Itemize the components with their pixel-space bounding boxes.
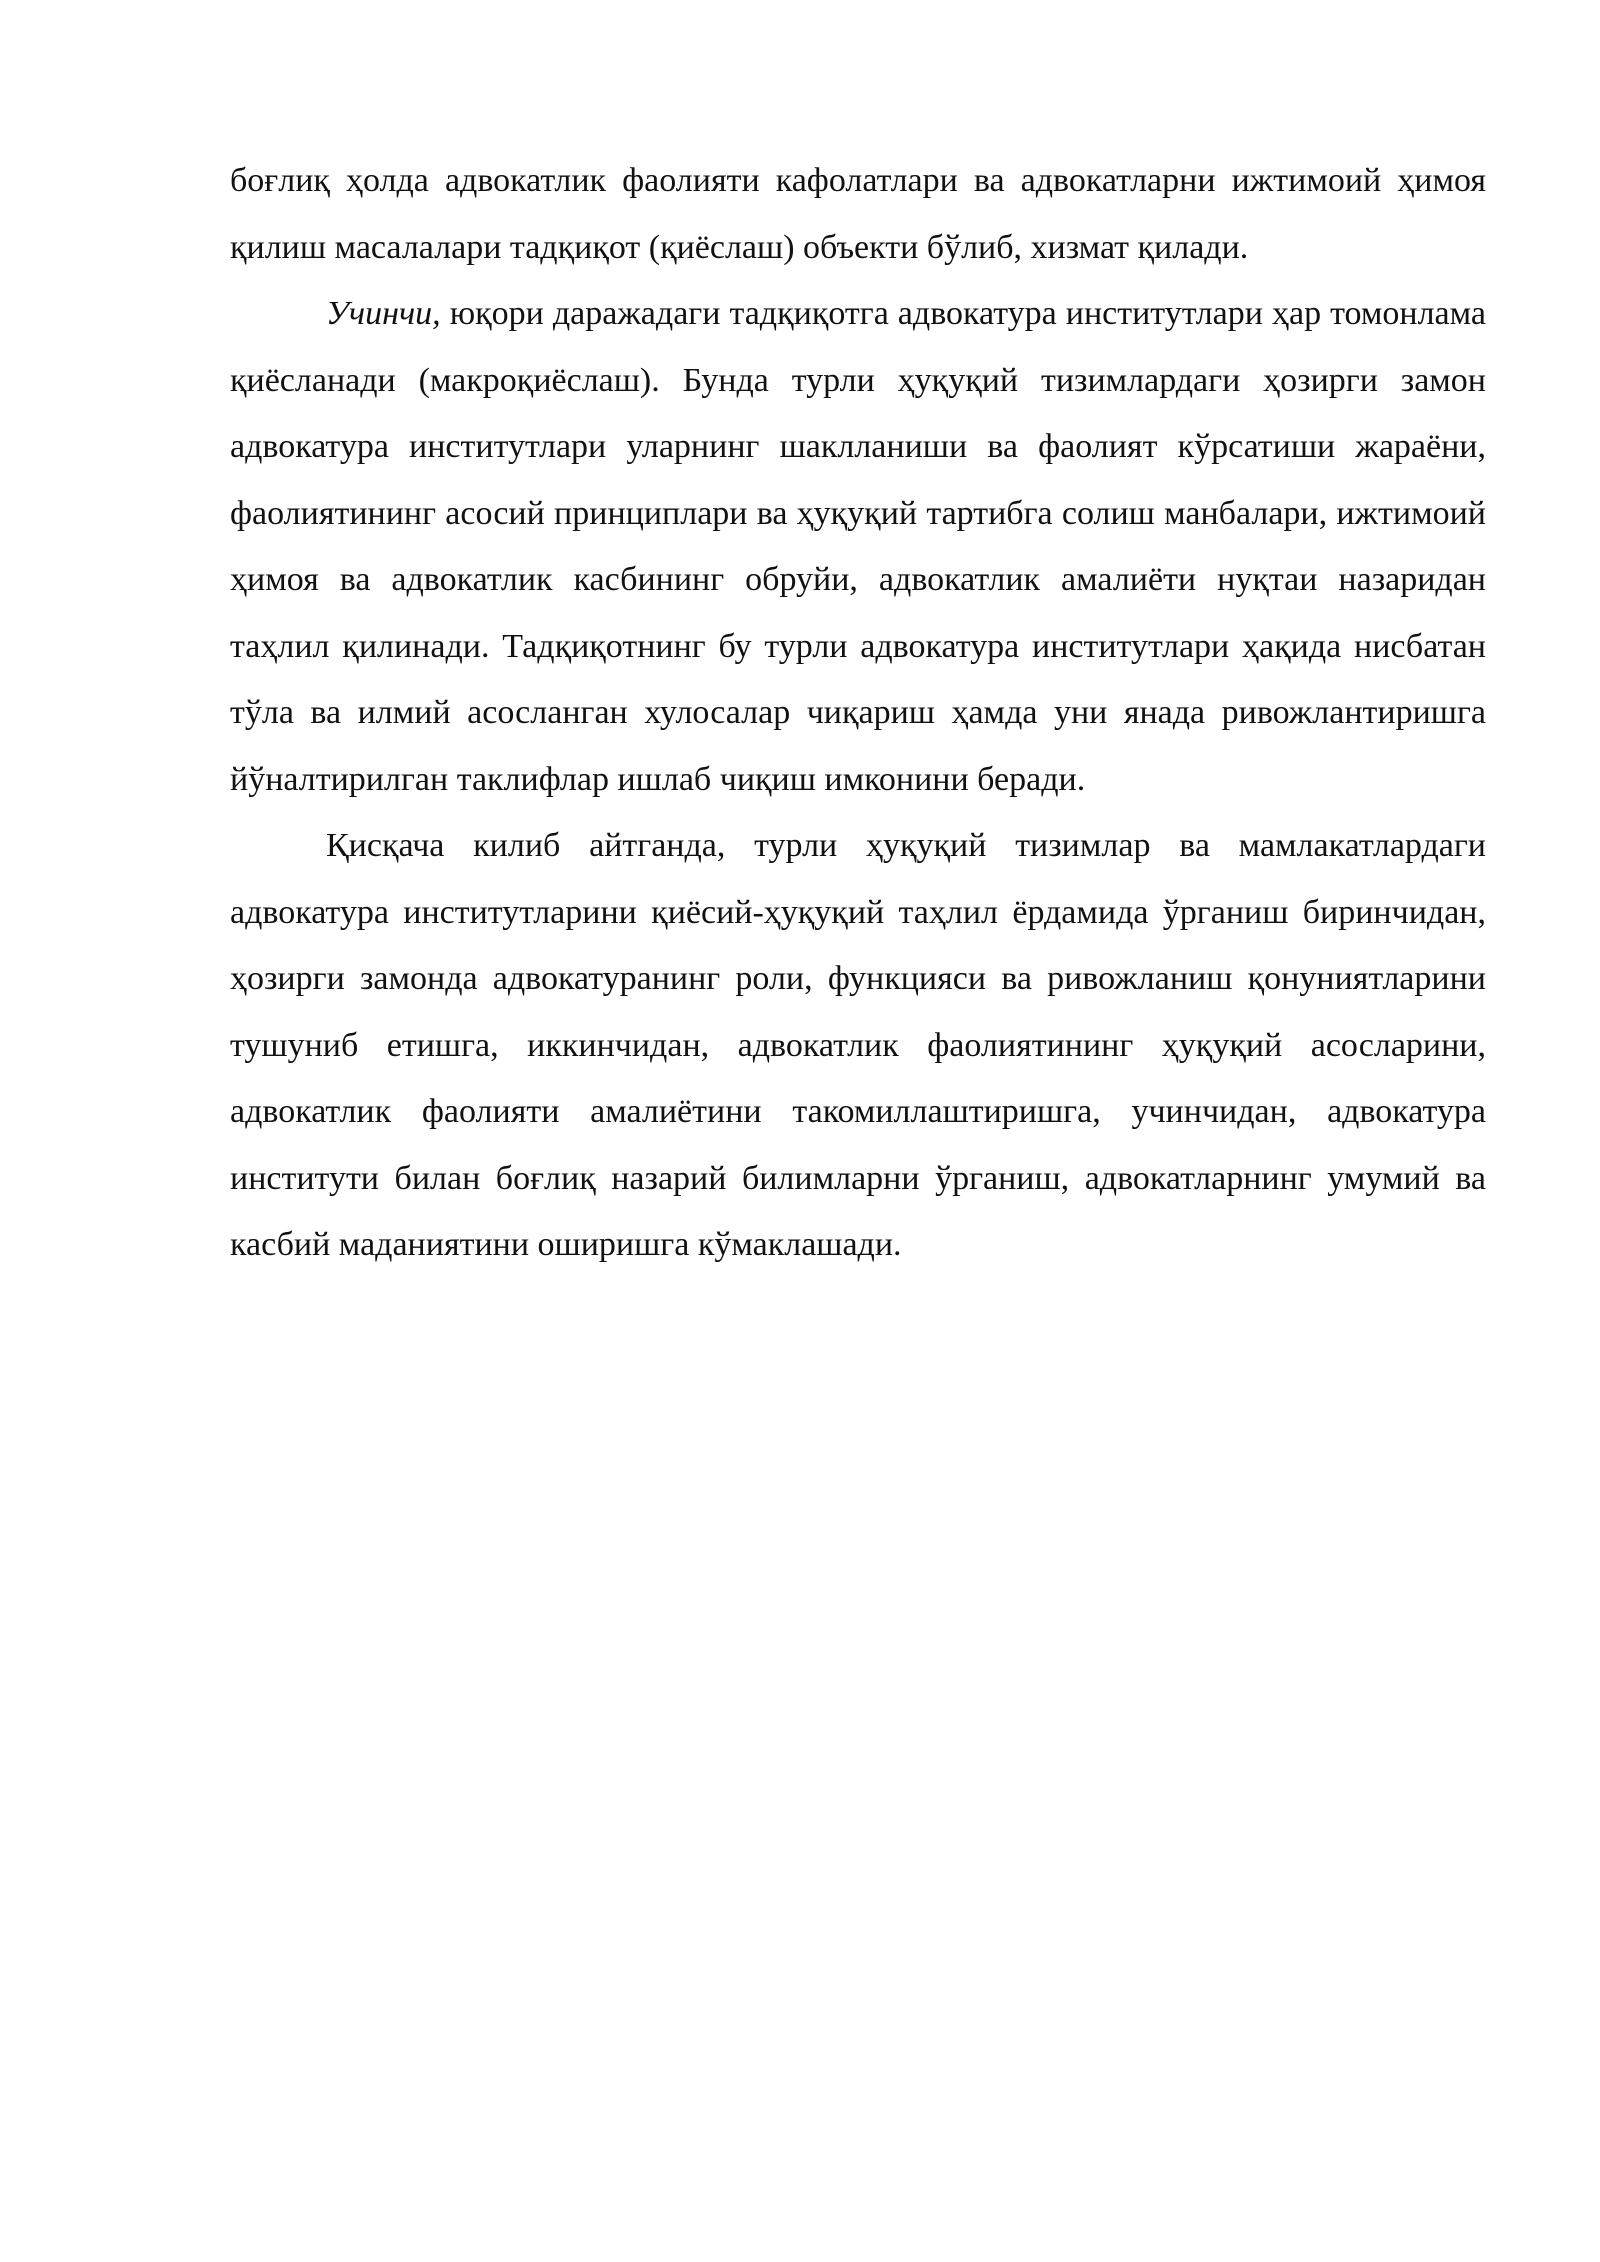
paragraph-text: юқори даражадаги тадқиқотга адвокатура институтлари ҳар томонлама қиёсланади (макроқиёслаш). Бунда турли ҳуқуқий тизимлардаги ҳозирги замон адвокатура институтлари уларнинг шаклланиши ва фаолият кўрсатиши жараёни, фаолиятининг асосий принциплари ва ҳуқуқий тартибга солиш манбалари, ижтимоий ҳимоя ва адвокатлик касбининг обруйи, адвокатлик амалиёти нуқтаи назаридан таҳлил қилинади. Тадқиқотнинг бу турли адвокатура институтлари ҳақида нисбатан тўла ва илмий асосланган хулосалар чиқариш ҳамда уни янада ривожлантиришга йўналтирилган таклифлар ишлаб чиқиш имконини беради. [230, 295, 1486, 798]
document-body [230, 148, 1486, 1279]
paragraph-text: боғлиқ ҳолда адвокатлик фаолияти кафолатлари ва адвокатларни ижтимоий ҳимоя қилиш масалалари тадқиқот (қиёслаш) объекти бўлиб, хизмат қилади. [230, 162, 1486, 266]
paragraph-text: Қисқача килиб айтганда, турли ҳуқуқий тизимлар ва мамлакатлардаги адвокатура институтларини қиёсий-ҳуқуқий таҳлил ёрдамида ўрганиш биринчидан, ҳозирги замонда адвокатуранинг роли, функцияси ва ривожланиш қонуниятларини тушуниб етишга, иккинчидан, адвокатлик фаолиятининг ҳуқуқий асосларини, адвокатлик фаолияти амалиётини такомиллаштиришга, учинчидан, адвокатура институти билан боғлиқ назарий билимларни ўрганиш, адвокатларнинг умумий ва касбий маданиятини оширишга кўмаклашади. [230, 827, 1486, 1263]
paragraph-lead-word: Учинчи, [326, 295, 441, 332]
paragraph-summary [230, 813, 1486, 1279]
paragraph-continuation [230, 148, 1486, 281]
paragraph-third-level [230, 281, 1486, 813]
